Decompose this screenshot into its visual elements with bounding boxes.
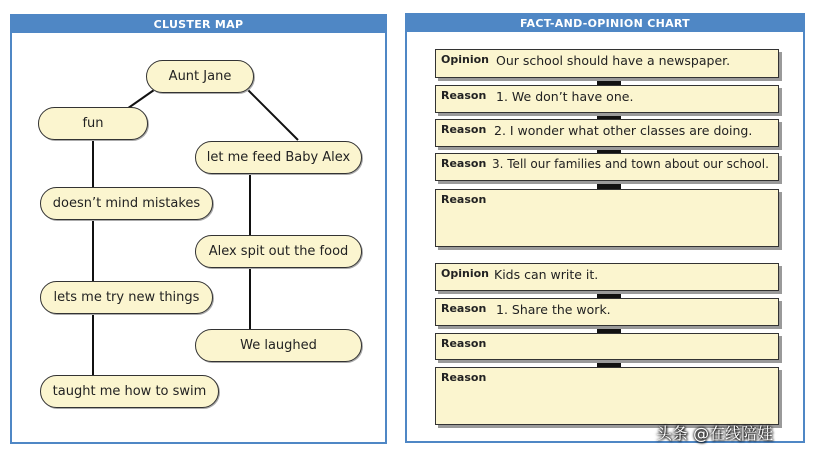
cluster-map-panel: [10, 14, 387, 444]
node-aunt-jane: Aunt Jane: [146, 60, 254, 93]
opinion-label: Opinion: [441, 267, 489, 280]
node-let-me-feed-baby-alex: let me feed Baby Alex: [195, 141, 362, 174]
node-doesnt-mind-mistakes: doesn’t mind mistakes: [40, 187, 213, 220]
fact-opinion-chart-panel: [405, 13, 805, 443]
watermark: 头条 @在线陪娃: [656, 424, 774, 443]
fact-opinion-chart-title: FACT-AND-OPINION CHART: [407, 15, 803, 32]
cluster-map-title: CLUSTER MAP: [12, 16, 385, 33]
reason-text: 1. Share the work.: [496, 302, 611, 317]
node-taught-me-how-to-swim: taught me how to swim: [40, 375, 219, 408]
reason-box-empty: [435, 333, 779, 360]
reason-box: [435, 298, 779, 326]
reason-label: Reason: [441, 89, 487, 102]
reason-box: [435, 153, 779, 181]
connector: [597, 181, 621, 189]
reason-label: Reason: [441, 337, 487, 350]
reason-label: Reason: [441, 157, 487, 170]
reason-label: Reason: [441, 123, 487, 136]
opinion-text: Our school should have a newspaper.: [496, 53, 731, 68]
opinion-box: [435, 263, 779, 291]
reason-label: Reason: [441, 193, 487, 206]
node-alex-spit-out-food: Alex spit out the food: [195, 235, 362, 268]
reason-text: 1. We don’t have one.: [496, 89, 634, 104]
node-lets-me-try-new-things: lets me try new things: [40, 281, 213, 314]
opinion-box: [435, 49, 779, 78]
reason-label: Reason: [441, 302, 487, 315]
reason-text: 3. Tell our families and town about our school.: [492, 157, 769, 171]
reason-box: [435, 85, 779, 113]
node-fun: fun: [38, 107, 148, 140]
reason-box: [435, 119, 779, 147]
node-we-laughed: We laughed: [195, 329, 362, 362]
opinion-text: Kids can write it.: [494, 267, 599, 282]
reason-text: 2. I wonder what other classes are doing.: [494, 123, 753, 138]
reason-label: Reason: [441, 371, 487, 384]
opinion-label: Opinion: [441, 53, 489, 66]
line-aunt-to-feed: [248, 90, 298, 140]
reason-box-empty: [435, 367, 779, 425]
reason-box-empty: [435, 189, 779, 247]
